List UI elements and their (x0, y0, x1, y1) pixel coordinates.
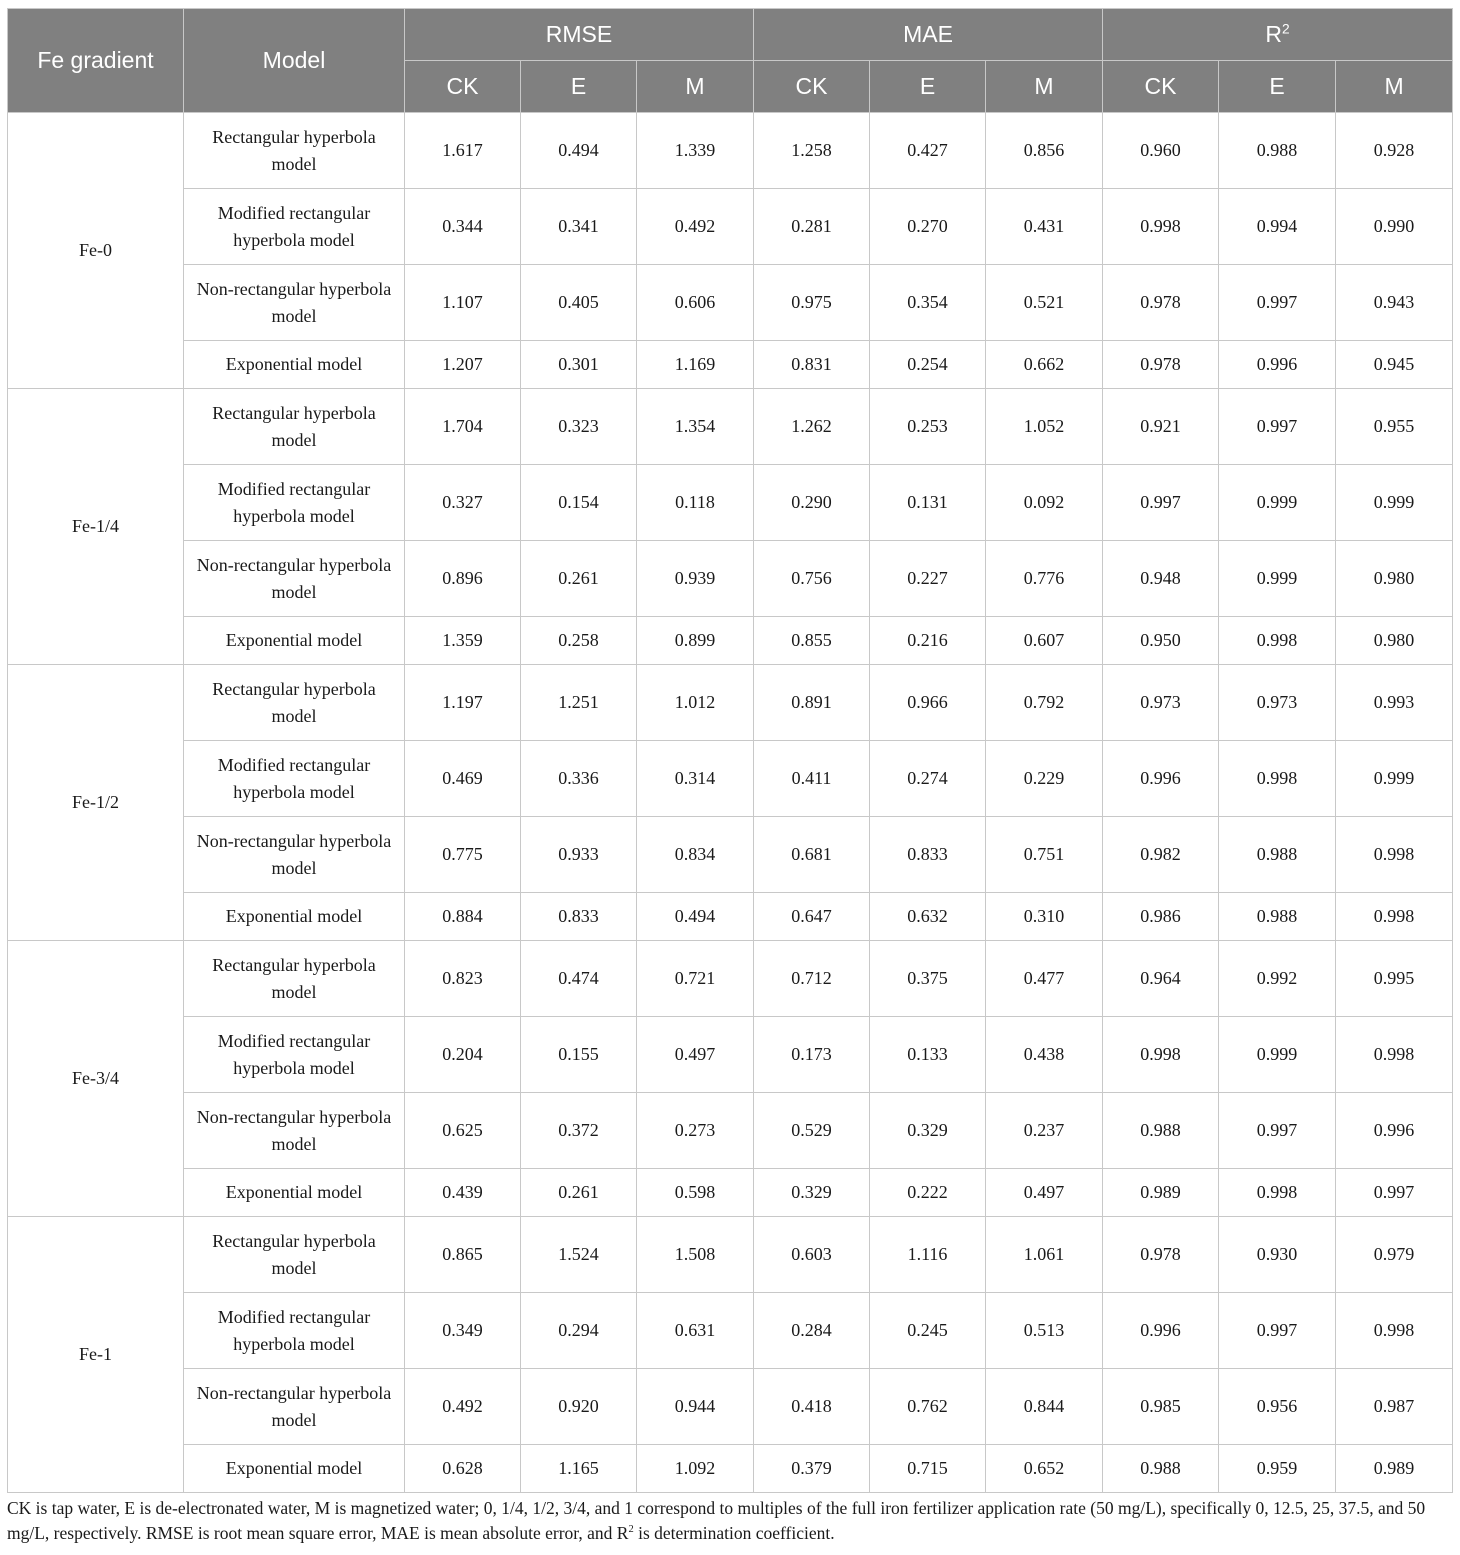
value-cell: 0.986 (1103, 893, 1219, 941)
value-cell: 0.945 (1336, 341, 1453, 389)
value-cell: 0.632 (870, 893, 986, 941)
value-cell: 0.474 (521, 941, 637, 1017)
value-cell: 0.625 (405, 1093, 521, 1169)
table-row (8, 189, 1453, 265)
value-cell: 0.921 (1103, 389, 1219, 465)
value-cell: 1.339 (637, 113, 754, 189)
value-cell: 0.988 (1219, 113, 1336, 189)
table-row (8, 1445, 1453, 1493)
value-cell: 0.999 (1219, 541, 1336, 617)
table-row (8, 1017, 1453, 1093)
value-cell: 0.418 (754, 1369, 870, 1445)
table-row (8, 465, 1453, 541)
value-cell: 0.131 (870, 465, 986, 541)
value-cell: 0.469 (405, 741, 521, 817)
value-cell: 1.052 (986, 389, 1103, 465)
value-cell: 0.411 (754, 741, 870, 817)
value-cell: 0.529 (754, 1093, 870, 1169)
model-cell: Exponential model (184, 617, 405, 665)
value-cell: 1.617 (405, 113, 521, 189)
value-cell: 0.973 (1219, 665, 1336, 741)
value-cell: 0.844 (986, 1369, 1103, 1445)
model-cell: Modified rectangular hyperbola model (184, 1017, 405, 1093)
value-cell: 0.920 (521, 1369, 637, 1445)
value-cell: 0.998 (1219, 741, 1336, 817)
table-row (8, 741, 1453, 817)
subcol-header: CK (405, 61, 521, 113)
value-cell: 0.647 (754, 893, 870, 941)
fe-gradient-cell: Fe-1/4 (8, 389, 184, 665)
value-cell: 1.359 (405, 617, 521, 665)
fe-gradient-cell: Fe-1 (8, 1217, 184, 1493)
value-cell: 1.258 (754, 113, 870, 189)
table-row (8, 541, 1453, 617)
value-cell: 0.281 (754, 189, 870, 265)
value-cell: 0.994 (1219, 189, 1336, 265)
table-row (8, 1369, 1453, 1445)
fe-gradient-cell: Fe-1/2 (8, 665, 184, 941)
rmse-header: RMSE (405, 9, 754, 61)
value-cell: 0.989 (1103, 1169, 1219, 1217)
value-cell: 0.989 (1336, 1445, 1453, 1493)
value-cell: 0.998 (1336, 1293, 1453, 1369)
value-cell: 0.980 (1336, 617, 1453, 665)
value-cell: 1.704 (405, 389, 521, 465)
subcol-header: M (986, 61, 1103, 113)
value-cell: 0.310 (986, 893, 1103, 941)
subcol-header: E (521, 61, 637, 113)
value-cell: 0.978 (1103, 1217, 1219, 1293)
value-cell: 1.354 (637, 389, 754, 465)
table-body (8, 113, 1453, 1493)
value-cell: 0.996 (1219, 341, 1336, 389)
model-cell: Non-rectangular hyperbola model (184, 541, 405, 617)
model-cell: Rectangular hyperbola model (184, 665, 405, 741)
value-cell: 0.253 (870, 389, 986, 465)
value-cell: 1.169 (637, 341, 754, 389)
value-cell: 1.116 (870, 1217, 986, 1293)
value-cell: 0.258 (521, 617, 637, 665)
value-cell: 0.896 (405, 541, 521, 617)
subcol-header: E (870, 61, 986, 113)
value-cell: 0.823 (405, 941, 521, 1017)
model-cell: Rectangular hyperbola model (184, 1217, 405, 1293)
subcol-header: M (637, 61, 754, 113)
value-cell: 0.477 (986, 941, 1103, 1017)
value-cell: 0.438 (986, 1017, 1103, 1093)
fe-gradient-header: Fe gradient (8, 9, 184, 113)
value-cell: 0.990 (1336, 189, 1453, 265)
value-cell: 0.294 (521, 1293, 637, 1369)
value-cell: 0.344 (405, 189, 521, 265)
value-cell: 0.834 (637, 817, 754, 893)
value-cell: 0.681 (754, 817, 870, 893)
value-cell: 0.261 (521, 541, 637, 617)
subcol-header: E (1219, 61, 1336, 113)
value-cell: 0.899 (637, 617, 754, 665)
value-cell: 0.999 (1219, 465, 1336, 541)
value-cell: 0.930 (1219, 1217, 1336, 1293)
model-cell: Rectangular hyperbola model (184, 113, 405, 189)
subcol-header: CK (1103, 61, 1219, 113)
value-cell: 0.996 (1336, 1093, 1453, 1169)
value-cell: 0.891 (754, 665, 870, 741)
value-cell: 0.118 (637, 465, 754, 541)
value-cell: 0.379 (754, 1445, 870, 1493)
subcol-header: CK (754, 61, 870, 113)
value-cell: 0.427 (870, 113, 986, 189)
value-cell: 0.997 (1219, 389, 1336, 465)
value-cell: 0.751 (986, 817, 1103, 893)
value-cell: 0.598 (637, 1169, 754, 1217)
value-cell: 0.301 (521, 341, 637, 389)
table-row (8, 1293, 1453, 1369)
table-row (8, 1093, 1453, 1169)
table-footnote: CK is tap water, E is de-electronated water, M is magnetized water; 0, 1/4, 1/2, 3/4, and 1 correspond to multiples of the full iron fertilizer application rate (50 mg/L), specifically 0, 12.5, 25, 37.5, and 50 mg/L, respectively. RMSE is root mean square error, MAE is mean absolute error, and $R^2$ is determination coefficient. (7, 1498, 1426, 1543)
value-cell: 0.960 (1103, 113, 1219, 189)
value-cell: 0.494 (521, 113, 637, 189)
value-cell: 0.988 (1103, 1093, 1219, 1169)
value-cell: 0.973 (1103, 665, 1219, 741)
value-cell: 0.492 (405, 1369, 521, 1445)
value-cell: 0.997 (1219, 1093, 1336, 1169)
value-cell: 0.999 (1219, 1017, 1336, 1093)
subcol-header: M (1336, 61, 1453, 113)
value-cell: 0.513 (986, 1293, 1103, 1369)
value-cell: 0.133 (870, 1017, 986, 1093)
value-cell: 0.494 (637, 893, 754, 941)
model-header: Model (184, 9, 405, 113)
model-cell: Exponential model (184, 1445, 405, 1493)
value-cell: 0.274 (870, 741, 986, 817)
table-row (8, 665, 1453, 741)
value-cell: 0.254 (870, 341, 986, 389)
value-cell: 0.997 (1103, 465, 1219, 541)
value-cell: 0.966 (870, 665, 986, 741)
value-cell: 0.603 (754, 1217, 870, 1293)
value-cell: 0.775 (405, 817, 521, 893)
value-cell: 0.229 (986, 741, 1103, 817)
value-cell: 0.855 (754, 617, 870, 665)
value-cell: 0.431 (986, 189, 1103, 265)
table-row (8, 617, 1453, 665)
table-row (8, 113, 1453, 189)
value-cell: 0.323 (521, 389, 637, 465)
value-cell: 1.165 (521, 1445, 637, 1493)
value-cell: 0.939 (637, 541, 754, 617)
value-cell: 0.341 (521, 189, 637, 265)
value-cell: 0.955 (1336, 389, 1453, 465)
value-cell: 0.987 (1336, 1369, 1453, 1445)
value-cell: 0.227 (870, 541, 986, 617)
value-cell: 0.992 (1219, 941, 1336, 1017)
value-cell: 0.997 (1219, 265, 1336, 341)
value-cell: 0.336 (521, 741, 637, 817)
value-cell: 0.721 (637, 941, 754, 1017)
value-cell: 0.375 (870, 941, 986, 1017)
value-cell: 0.173 (754, 1017, 870, 1093)
value-cell: 0.998 (1336, 1017, 1453, 1093)
value-cell: 0.155 (521, 1017, 637, 1093)
value-cell: 0.652 (986, 1445, 1103, 1493)
value-cell: 0.349 (405, 1293, 521, 1369)
value-cell: 1.197 (405, 665, 521, 741)
value-cell: 0.964 (1103, 941, 1219, 1017)
value-cell: 0.631 (637, 1293, 754, 1369)
mae-header: MAE (754, 9, 1103, 61)
value-cell: 1.092 (637, 1445, 754, 1493)
table-row (8, 341, 1453, 389)
model-cell: Modified rectangular hyperbola model (184, 189, 405, 265)
value-cell: 0.956 (1219, 1369, 1336, 1445)
value-cell: 1.061 (986, 1217, 1103, 1293)
value-cell: 0.978 (1103, 265, 1219, 341)
results-table (7, 8, 1453, 1493)
value-cell: 0.762 (870, 1369, 986, 1445)
model-cell: Rectangular hyperbola model (184, 389, 405, 465)
value-cell: 0.998 (1336, 817, 1453, 893)
value-cell: 0.712 (754, 941, 870, 1017)
value-cell: 0.607 (986, 617, 1103, 665)
model-cell: Modified rectangular hyperbola model (184, 465, 405, 541)
value-cell: 0.865 (405, 1217, 521, 1293)
value-cell: 0.329 (754, 1169, 870, 1217)
model-cell: Non-rectangular hyperbola model (184, 817, 405, 893)
value-cell: 0.497 (637, 1017, 754, 1093)
table-row (8, 265, 1453, 341)
value-cell: 1.107 (405, 265, 521, 341)
value-cell: 0.979 (1336, 1217, 1453, 1293)
value-cell: 0.521 (986, 265, 1103, 341)
value-cell: 0.928 (1336, 113, 1453, 189)
table-row (8, 389, 1453, 465)
value-cell: 0.222 (870, 1169, 986, 1217)
value-cell: 0.959 (1219, 1445, 1336, 1493)
value-cell: 0.999 (1336, 465, 1453, 541)
value-cell: 0.998 (1103, 1017, 1219, 1093)
value-cell: 0.856 (986, 113, 1103, 189)
value-cell: 0.995 (1336, 941, 1453, 1017)
value-cell: 0.273 (637, 1093, 754, 1169)
value-cell: 0.216 (870, 617, 986, 665)
model-cell: Non-rectangular hyperbola model (184, 1369, 405, 1445)
value-cell: 1.012 (637, 665, 754, 741)
value-cell: 0.270 (870, 189, 986, 265)
value-cell: 0.978 (1103, 341, 1219, 389)
value-cell: 0.245 (870, 1293, 986, 1369)
value-cell: 0.988 (1103, 1445, 1219, 1493)
value-cell: 0.998 (1103, 189, 1219, 265)
value-cell: 0.792 (986, 665, 1103, 741)
value-cell: 0.204 (405, 1017, 521, 1093)
value-cell: 0.988 (1219, 817, 1336, 893)
value-cell: 0.998 (1336, 893, 1453, 941)
value-cell: 0.884 (405, 893, 521, 941)
value-cell: 0.284 (754, 1293, 870, 1369)
value-cell: 1.207 (405, 341, 521, 389)
model-cell: Modified rectangular hyperbola model (184, 741, 405, 817)
value-cell: 0.980 (1336, 541, 1453, 617)
value-cell: 1.251 (521, 665, 637, 741)
value-cell: 0.831 (754, 341, 870, 389)
value-cell: 0.833 (870, 817, 986, 893)
value-cell: 0.756 (754, 541, 870, 617)
value-cell: 0.154 (521, 465, 637, 541)
value-cell: 0.985 (1103, 1369, 1219, 1445)
fe-gradient-cell: Fe-3/4 (8, 941, 184, 1217)
value-cell: 0.439 (405, 1169, 521, 1217)
value-cell: 1.508 (637, 1217, 754, 1293)
table-row (8, 893, 1453, 941)
value-cell: 1.262 (754, 389, 870, 465)
value-cell: 0.997 (1336, 1169, 1453, 1217)
fe-gradient-cell: Fe-0 (8, 113, 184, 389)
value-cell: 0.944 (637, 1369, 754, 1445)
value-cell: 0.715 (870, 1445, 986, 1493)
value-cell: 0.497 (986, 1169, 1103, 1217)
table-row (8, 1169, 1453, 1217)
value-cell: 0.999 (1336, 741, 1453, 817)
model-cell: Exponential model (184, 341, 405, 389)
value-cell: 0.092 (986, 465, 1103, 541)
value-cell: 0.290 (754, 465, 870, 541)
value-cell: 0.997 (1219, 1293, 1336, 1369)
value-cell: 0.975 (754, 265, 870, 341)
value-cell: 0.606 (637, 265, 754, 341)
value-cell: 0.372 (521, 1093, 637, 1169)
value-cell: 0.998 (1219, 617, 1336, 665)
model-cell: Non-rectangular hyperbola model (184, 1093, 405, 1169)
value-cell: 0.950 (1103, 617, 1219, 665)
r2-header: $R^2$ (1103, 9, 1453, 61)
value-cell: 0.628 (405, 1445, 521, 1493)
header-row-groups (8, 9, 1453, 61)
value-cell: 0.988 (1219, 893, 1336, 941)
value-cell: 0.833 (521, 893, 637, 941)
value-cell: 0.996 (1103, 741, 1219, 817)
table-row (8, 941, 1453, 1017)
model-cell: Exponential model (184, 1169, 405, 1217)
value-cell: 0.662 (986, 341, 1103, 389)
value-cell: 0.327 (405, 465, 521, 541)
value-cell: 0.492 (637, 189, 754, 265)
value-cell: 0.948 (1103, 541, 1219, 617)
model-cell: Non-rectangular hyperbola model (184, 265, 405, 341)
value-cell: 0.237 (986, 1093, 1103, 1169)
value-cell: 0.943 (1336, 265, 1453, 341)
table-row (8, 817, 1453, 893)
table-row (8, 1217, 1453, 1293)
value-cell: 0.776 (986, 541, 1103, 617)
value-cell: 0.405 (521, 265, 637, 341)
value-cell: 0.982 (1103, 817, 1219, 893)
model-cell: Modified rectangular hyperbola model (184, 1293, 405, 1369)
value-cell: 0.933 (521, 817, 637, 893)
value-cell: 0.261 (521, 1169, 637, 1217)
value-cell: 1.524 (521, 1217, 637, 1293)
value-cell: 0.993 (1336, 665, 1453, 741)
value-cell: 0.354 (870, 265, 986, 341)
value-cell: 0.314 (637, 741, 754, 817)
value-cell: 0.996 (1103, 1293, 1219, 1369)
model-cell: Exponential model (184, 893, 405, 941)
model-cell: Rectangular hyperbola model (184, 941, 405, 1017)
value-cell: 0.329 (870, 1093, 986, 1169)
value-cell: 0.998 (1219, 1169, 1336, 1217)
